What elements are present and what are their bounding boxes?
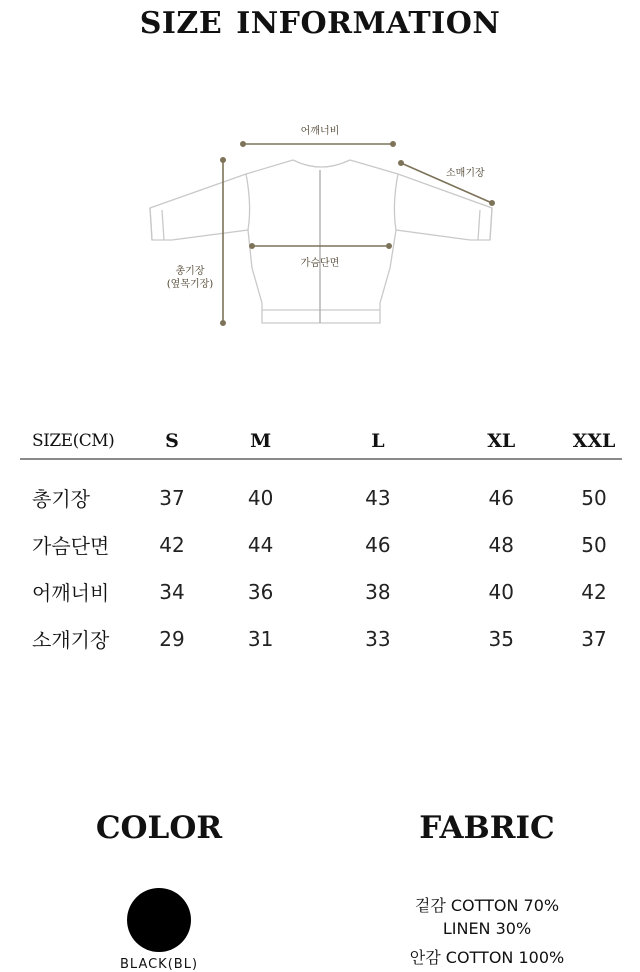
chest-label: 가슴단면 <box>300 258 340 269</box>
size-table <box>20 424 622 662</box>
row-label-sleeve: 소개기장 <box>32 628 110 652</box>
table-cell: 29 <box>159 626 185 651</box>
size-header-l: L <box>371 430 385 452</box>
length-sub-label: (옆목기장) <box>166 279 214 290</box>
jacket-outline-svg <box>0 110 640 350</box>
length-label: 총기장 <box>175 266 205 277</box>
table-cell: 43 <box>365 485 391 510</box>
title-word-information: INFORMATION <box>236 6 501 41</box>
table-cell: 33 <box>365 626 391 651</box>
table-cell: 31 <box>247 626 274 651</box>
fabric-line-lining: 안감 COTTON 100% <box>409 948 565 967</box>
table-row <box>20 568 622 615</box>
table-cell: 44 <box>247 532 274 557</box>
size-header-xl: XL <box>487 430 516 452</box>
size-header-m: M <box>250 430 272 452</box>
table-cell: 46 <box>488 485 514 510</box>
table-cell: 42 <box>159 532 185 557</box>
neckline <box>293 160 350 167</box>
table-cell: 50 <box>581 532 607 557</box>
right-body-outline <box>350 160 492 303</box>
jacket-measurement-diagram <box>0 110 640 350</box>
size-table-header-row <box>20 424 622 459</box>
table-cell: 42 <box>581 579 607 604</box>
table-row <box>20 459 622 521</box>
size-header-s: S <box>165 430 179 452</box>
fabric-line-outer: 겉감 COTTON 70% <box>414 896 560 915</box>
color-heading: COLOR <box>95 810 223 846</box>
table-cell: 37 <box>581 626 607 651</box>
table-cell: 40 <box>488 579 514 604</box>
row-label-total-length: 총기장 <box>32 487 90 511</box>
page-title <box>0 6 640 41</box>
shoulder-label: 어깨너비 <box>300 126 340 137</box>
table-cell: 38 <box>365 579 391 604</box>
hem-band <box>262 303 380 323</box>
title-word-size: SIZE <box>139 6 223 41</box>
table-row <box>20 615 622 662</box>
row-label-chest: 가슴단면 <box>32 534 110 558</box>
table-cell: 35 <box>488 626 514 651</box>
sleeve-label: 소매기장 <box>446 168 485 179</box>
size-unit-header: SIZE(CM) <box>32 431 115 451</box>
table-cell: 50 <box>581 485 607 510</box>
table-row <box>20 521 622 568</box>
color-swatch-black <box>127 888 191 952</box>
table-cell: 46 <box>365 532 391 557</box>
fabric-line-linen: LINEN 30% <box>442 919 532 938</box>
fabric-heading: FABRIC <box>419 810 555 846</box>
table-cell: 34 <box>159 579 185 604</box>
table-cell: 40 <box>247 485 274 510</box>
table-cell: 48 <box>488 532 514 557</box>
table-cell: 36 <box>247 579 274 604</box>
size-header-xxl: XXL <box>572 430 616 452</box>
row-label-shoulder: 어깨너비 <box>32 581 110 605</box>
table-cell: 37 <box>159 485 185 510</box>
color-swatch-label: BLACK(BL) <box>119 957 199 972</box>
